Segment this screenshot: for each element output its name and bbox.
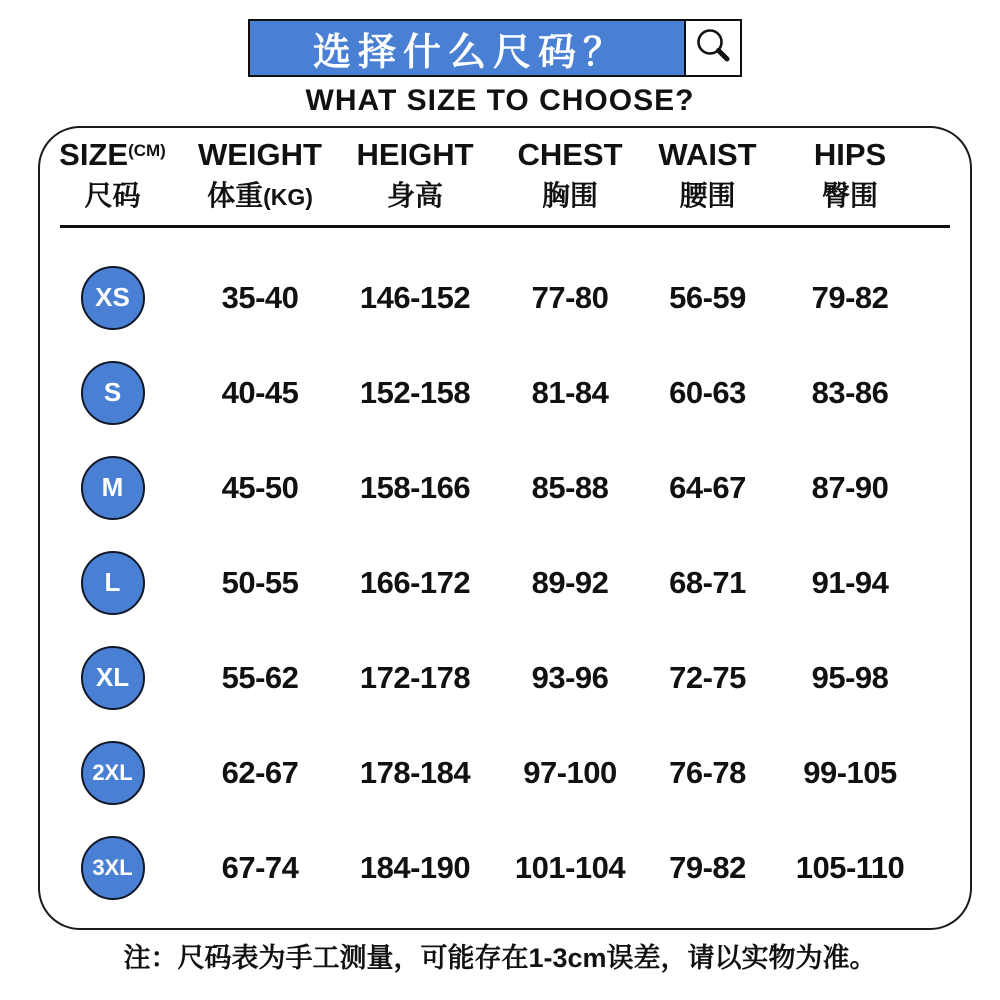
height-value: 178-184 <box>359 754 471 790</box>
weight-value: 45-50 <box>221 469 299 505</box>
column-zh-unit: (KG) <box>263 183 313 210</box>
size-question-banner <box>248 19 742 77</box>
chest-value: 81-84 <box>531 374 609 410</box>
waist-value: 79-82 <box>669 849 746 885</box>
height-value: 172-178 <box>359 659 471 695</box>
height-value: 158-166 <box>359 469 471 505</box>
column-header-weight <box>185 138 335 216</box>
table-row <box>40 345 970 440</box>
chest-value: 85-88 <box>531 469 609 505</box>
hips-value: 87-90 <box>811 469 889 505</box>
column-en-label: CHEST <box>517 136 623 172</box>
table-row <box>40 725 970 820</box>
height-value: 146-152 <box>359 279 471 315</box>
weight-value: 50-55 <box>221 564 299 600</box>
chest-value: 93-96 <box>531 659 609 695</box>
hips-value: 95-98 <box>811 659 889 695</box>
hips-value: 99-105 <box>803 754 897 790</box>
column-en-label: WEIGHT <box>198 136 322 172</box>
banner-title: 选择什么尺码？ <box>248 19 686 77</box>
column-zh-label: 尺码 <box>84 179 141 211</box>
table-row <box>40 440 970 535</box>
size-badge: S <box>81 361 145 425</box>
hips-value: 79-82 <box>811 279 889 315</box>
chest-value: 89-92 <box>531 564 609 600</box>
table-row <box>40 535 970 630</box>
waist-value: 56-59 <box>669 279 746 315</box>
column-zh-label: 胸围 <box>541 179 598 211</box>
height-value: 184-190 <box>359 849 471 885</box>
subtitle: WHAT SIZE TO CHOOSE? <box>305 84 695 117</box>
weight-value: 62-67 <box>221 754 299 790</box>
hips-value: 91-94 <box>811 564 889 600</box>
size-badge: XS <box>81 266 145 330</box>
chest-value: 101-104 <box>514 849 626 885</box>
column-header-chest <box>495 138 645 216</box>
height-value: 166-172 <box>359 564 471 600</box>
column-header-height <box>335 138 495 216</box>
search-icon <box>694 27 732 70</box>
waist-value: 68-71 <box>669 564 746 600</box>
size-badge: 2XL <box>81 741 145 805</box>
column-unit-sup: (CM) <box>128 140 166 160</box>
column-en-label: WAIST <box>658 136 757 172</box>
size-badge: XL <box>81 646 145 710</box>
hips-value: 105-110 <box>795 849 905 885</box>
column-zh-label: 腰围 <box>679 179 736 211</box>
measurement-disclaimer: 注：尺码表为手工测量，可能存在1-3cm误差，请以实物为准。 <box>123 943 877 973</box>
chest-value: 97-100 <box>523 754 617 790</box>
table-row <box>40 250 970 345</box>
weight-value: 35-40 <box>221 279 299 315</box>
column-zh-label: 身高 <box>386 179 443 211</box>
waist-value: 72-75 <box>669 659 746 695</box>
table-body <box>40 228 970 915</box>
weight-value: 55-62 <box>221 659 299 695</box>
hips-value: 83-86 <box>811 374 889 410</box>
table-row <box>40 630 970 725</box>
size-badge: M <box>81 456 145 520</box>
size-badge: 3XL <box>81 836 145 900</box>
height-value: 152-158 <box>359 374 471 410</box>
waist-value: 76-78 <box>669 754 746 790</box>
column-zh-label: 臀围 <box>821 179 878 211</box>
table-row <box>40 820 970 915</box>
table-header-row <box>40 128 970 225</box>
column-zh-label: 体重 <box>207 179 264 211</box>
waist-value: 60-63 <box>669 374 746 410</box>
search-icon-box <box>684 19 742 77</box>
waist-value: 64-67 <box>669 469 746 505</box>
size-badge: L <box>81 551 145 615</box>
column-en-label: HIPS <box>813 136 887 172</box>
column-en-label: HEIGHT <box>356 136 474 172</box>
weight-value: 67-74 <box>221 849 299 885</box>
chest-value: 77-80 <box>531 279 609 315</box>
column-header-waist <box>645 138 770 216</box>
column-en-label: SIZE <box>59 136 129 172</box>
size-chart-panel <box>38 126 972 930</box>
weight-value: 40-45 <box>221 374 299 410</box>
column-header-size <box>40 138 185 216</box>
column-header-hips <box>770 138 930 216</box>
